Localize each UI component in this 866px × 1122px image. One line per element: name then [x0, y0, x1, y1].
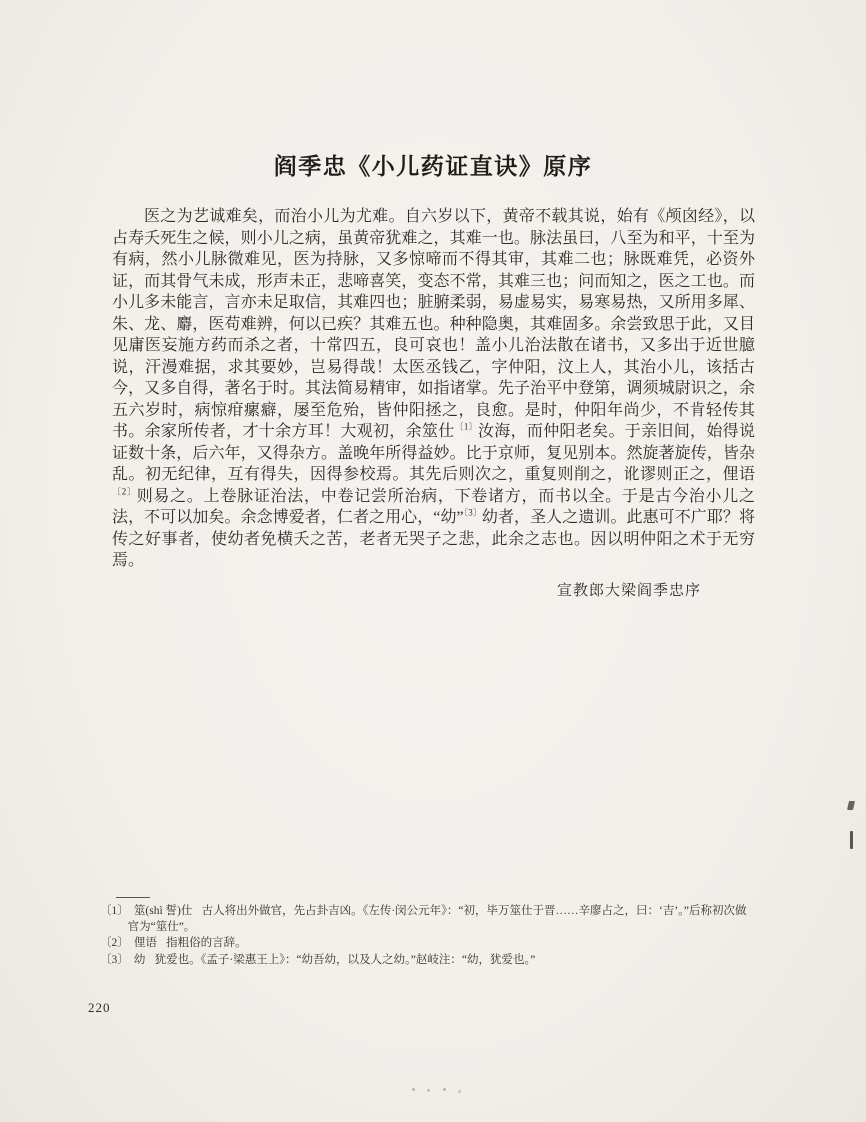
body-text-run: 幼者，圣人之遗训。此惠可不广耶？将传之好事者，使幼者免横夭之苦，老者无哭子之悲，此余之志也。因以明仲阳之术于无穷焉。	[112, 509, 755, 569]
footnote-label: 〔2〕	[100, 937, 129, 949]
footnote-text: 指粗俗的言辞。	[166, 937, 247, 949]
page-number: 220	[88, 1000, 111, 1015]
body-text-run: 则易之。上卷脉证治法，中卷记尝所治病，下卷诸方，而书以全。于是古今治小儿之法，不可以加矣。余念博爱者，仁者之用心，“幼”	[112, 487, 755, 526]
body-text-run: 汝海，而仲阳老矣。于亲旧间，始得说证数十条，后六年，又得杂方。盖晚年所得益妙。比于京师，复见别本。然旋著旋传，皆杂乱。初无纪律，互有得失，因得参校焉。其先后则次之，重复则削之，讹谬则正之，俚语	[112, 423, 755, 483]
footnote-item	[100, 936, 750, 952]
footnote-ref: 〔3〕	[463, 507, 482, 518]
footnote-text: 古人将出外做官，先占卦吉凶。《左传·闵公元年》：“初，毕万筮仕于晋……辛廖占之，曰：‘吉’。”后称初次做官为“筮仕”。	[127, 905, 747, 933]
footnote-separator-rule	[116, 897, 150, 898]
footnote-text: 犹爱也。《孟子·梁惠王上》：“幼吾幼，以及人之幼。”赵岐注：“幼，犹爱也。”	[154, 953, 536, 966]
footnote-item	[100, 904, 750, 935]
footnote-term: 筮(shì 誓)仕	[133, 905, 193, 917]
footnote-label: 〔3〕	[100, 953, 129, 966]
footnote-ref: 〔2〕	[112, 486, 137, 497]
footnote-item	[100, 953, 750, 969]
footnote-label: 〔1〕	[100, 905, 129, 917]
scan-artifact-right-edge	[850, 831, 853, 849]
body-text-run: 医之为艺诚难矣，而治小儿为尤难。自六岁以下，黄帝不载其说，始有《颅囟经》，以占寿夭死生之候，则小儿之病，虽黄帝犹难之，其难一也。脉法虽曰，八至为和平，十至为有病，然小儿脉微难见，医为持脉，又多惊啼而不得其审，其难二也；脉既难凭，必资外证，而其骨气未成，形声未正，悲啼喜笑，变态不常，其难三也；问而知之，医之工也。而小儿多未能言，言亦未足取信，其难四也；脏腑柔弱，易虚易实，易寒易热，又所用多犀、朱、龙、麝，医苟难辨，何以已疾？其难五也。种种隐奥，其难固多。余尝致思于此，又目见庸医妄施方药而杀之者，十常四五，良可哀也！盖小儿治法散在诸书，又多出于近世臆说，汗漫难据，求其要妙，岂易得哉！太医丞钱乙，字仲阳，汶上人，其治小儿，该括古今，又多自得，著名于时。其法简易精审，如指诸掌。先子治平中登第，调须城尉识之，余五六岁时，病惊疳瘰癖，屡至危殆，皆仲阳拯之，良愈。是时，仲阳年尚少，不肯轻传其书。余家所传者，才十余方耳！大观初，余筮仕	[112, 208, 755, 440]
preface-body	[112, 206, 755, 572]
footnote-term: 俚语	[133, 937, 157, 949]
footnote-ref: 〔1〕	[454, 421, 478, 432]
footnote-term: 幼	[133, 953, 146, 966]
footnotes-section	[100, 897, 750, 969]
signature-line: 宣教郎大梁阎季忠序	[556, 583, 701, 599]
footnote-list	[100, 904, 750, 968]
scan-artifact-right-edge	[847, 801, 855, 810]
scan-noise-dots	[412, 1088, 415, 1091]
page-title: 阎季忠《小儿药证直诀》原序	[273, 154, 593, 179]
